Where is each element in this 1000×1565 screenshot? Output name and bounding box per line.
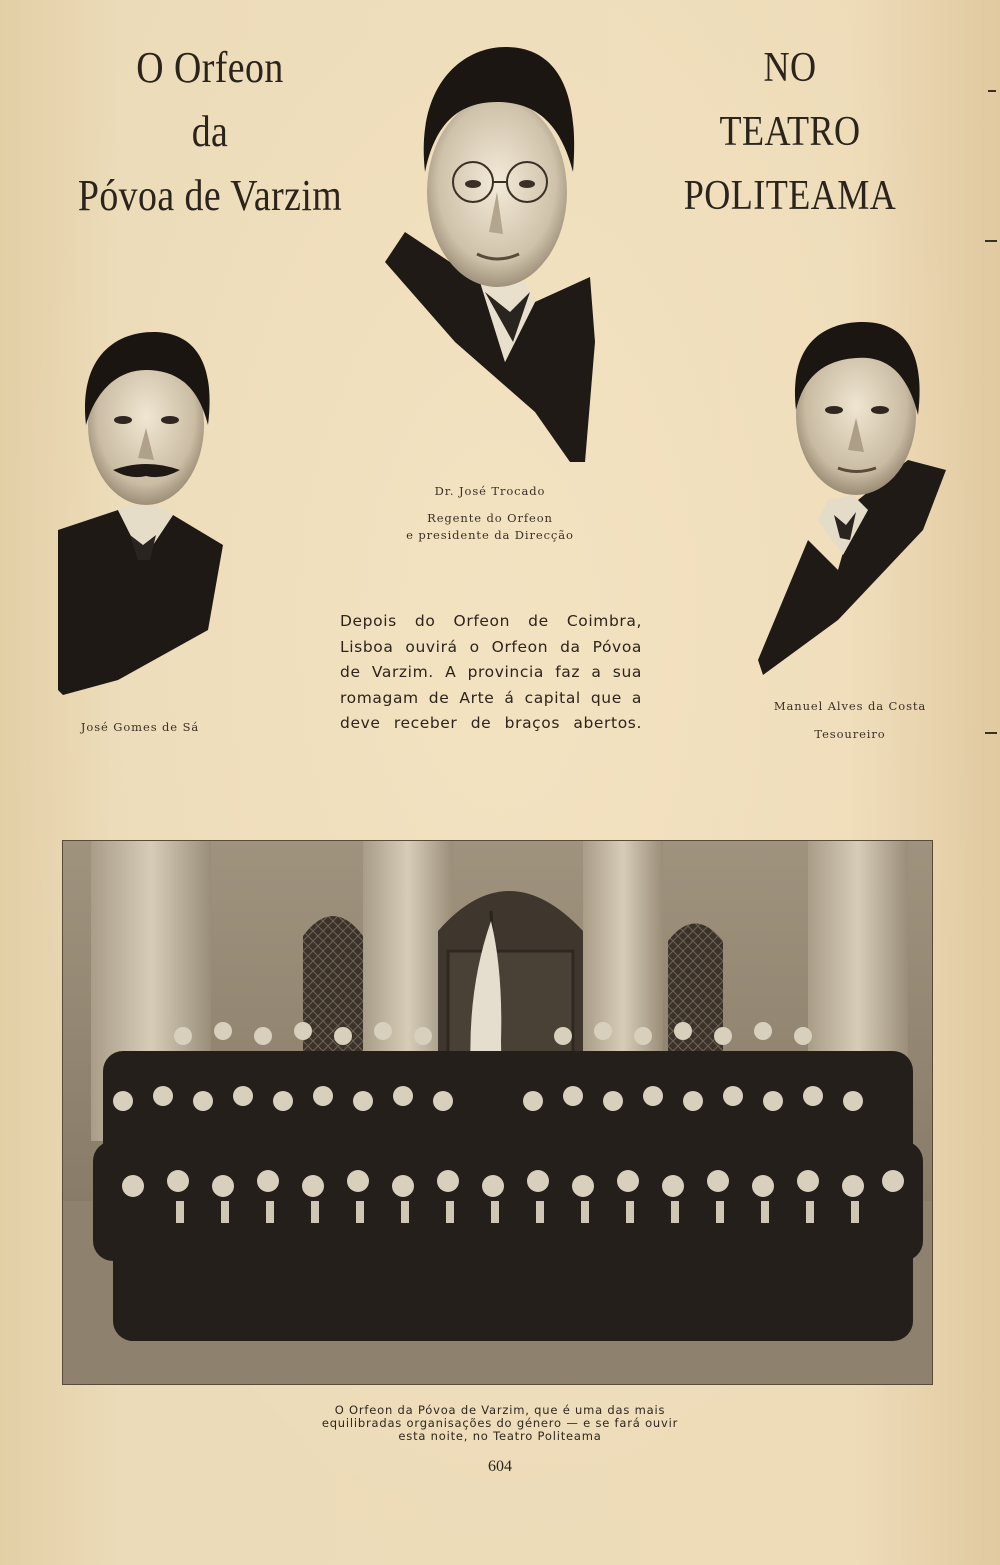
photo-caption-line: equilibradas organisações do género — e se fará ouvir [321, 1416, 679, 1430]
intro-line: romagam de Arte á capital que a [340, 688, 642, 707]
portrait-caption-left [40, 719, 240, 736]
portrait-caption-right [740, 692, 960, 748]
intro-line: de Varzim. A provincia faz a sua [340, 663, 642, 681]
headline-line: TEATRO [719, 109, 861, 155]
margin-mark [988, 90, 996, 92]
page-number: 604 [488, 1458, 512, 1475]
caption-role: Tesoureiro [814, 727, 886, 741]
portrait-jose-gomes-de-sa [58, 330, 228, 695]
intro-line: Lisboa ouvirá o Orfeon da Póvoa [340, 637, 642, 656]
caption-name: Dr. José Trocado [434, 484, 546, 498]
intro-line: Depois do Orfeon de Coimbra, [340, 612, 642, 630]
photo-caption-line: O Orfeon da Póvoa de Varzim, que é uma das mais [334, 1403, 666, 1417]
intro-line: deve receber de braços abertos. [340, 714, 642, 732]
headline-line: POLITEAMA [683, 173, 897, 219]
caption-name: Manuel Alves da Costa [773, 699, 927, 713]
headline-venue [640, 36, 941, 228]
headline-line: O Orfeon [136, 43, 284, 92]
headline-line: da [191, 107, 229, 156]
margin-mark [985, 240, 997, 242]
headline-line: Póvoa de Varzim [77, 171, 343, 220]
portrait-manuel-alves-da-costa [748, 320, 948, 680]
group-photo [62, 840, 933, 1385]
caption-name: José Gomes de Sá [80, 720, 200, 734]
portrait-jose-trocado [385, 42, 610, 467]
photo-caption [270, 1404, 730, 1443]
headline-title [47, 36, 374, 228]
intro-paragraph [340, 609, 642, 737]
portrait-caption-center [360, 483, 620, 544]
caption-role: e presidente da Direcção [406, 528, 574, 542]
photo-caption-line: esta noite, no Teatro Politeama [398, 1429, 602, 1443]
margin-mark [985, 732, 997, 734]
headline-line: NO [763, 45, 817, 91]
caption-role: Regente do Orfeon [427, 511, 553, 525]
